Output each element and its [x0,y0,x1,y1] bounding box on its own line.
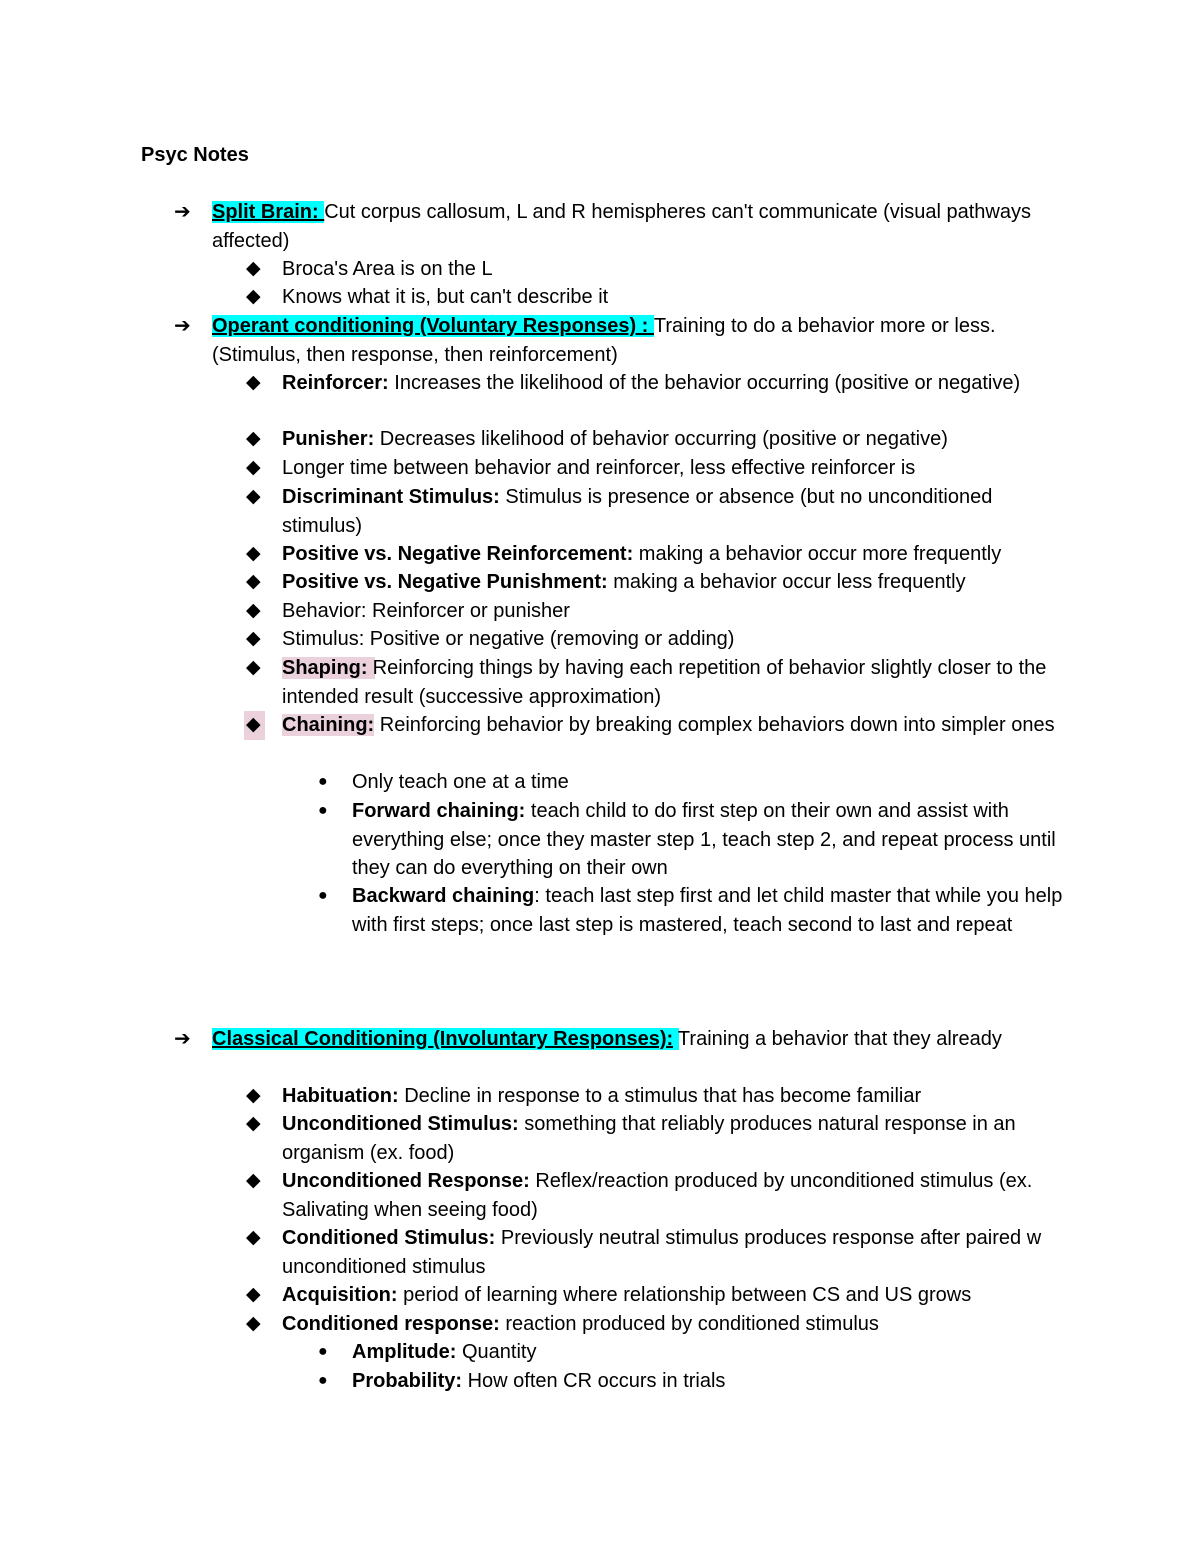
item-term: Backward chaining [352,885,535,907]
dot-bullet-icon: ● [318,1372,328,1389]
item-text: making a behavior occur more frequently [633,543,1002,565]
list-item [246,1110,1072,1167]
diamond-bullet-icon: ◆ [246,457,261,478]
section-heading: Operant conditioning (Voluntary Responses) : [212,315,654,337]
list-item [246,283,1072,312]
item-text: Only teach one at a time [352,771,569,793]
item-text: something that reliably produces natural response in an organism (ex. food) [282,1113,1016,1164]
list-item [246,568,1072,597]
item-term: Discriminant Stimulus: [282,486,500,508]
section-body: Cut corpus callosum, L and R hemispheres can't communicate (visual pathways affected) [212,201,1031,252]
list-item-classical [174,1025,1072,1054]
list-item [246,483,1072,540]
diamond-bullet-icon: ◆ [246,428,261,449]
item-text: Stimulus: Positive or negative (removing or adding) [282,628,735,650]
diamond-bullet-icon: ◆ [246,657,261,678]
list-item [246,1310,1072,1339]
list-item-shaping [246,654,1072,711]
item-text: reaction produced by conditioned stimulus [499,1313,879,1335]
item-text: Longer time between behavior and reinforcer, less effective reinforcer is [282,457,916,479]
item-term: Positive vs. Negative Reinforcement: [282,543,634,565]
item-text: Reinforcing behavior by breaking complex behaviors down into simpler ones [374,714,1055,736]
item-term: Reinforcer: [282,372,389,394]
diamond-bullet-icon: ◆ [246,628,261,649]
list-item-operant [174,312,1072,369]
list-item [246,454,1072,483]
list-item [246,425,1072,454]
diamond-bullet-icon: ◆ [246,372,261,393]
section-heading: Split Brain: [212,201,325,223]
item-text: Reinforcing things by having each repetition of behavior slightly closer to the intended result (successive approximation) [282,657,1047,708]
dot-bullet-icon: ● [318,802,328,819]
list-item [246,1224,1072,1281]
diamond-bullet-icon: ◆ [244,711,265,740]
section-heading: Classical Conditioning (Involuntary Responses): [212,1028,674,1050]
diamond-bullet-icon: ◆ [246,258,261,279]
diamond-bullet-icon: ◆ [246,1227,261,1248]
item-term: Unconditioned Stimulus: [282,1113,519,1135]
list-item-chaining [246,711,1072,740]
diamond-bullet-icon: ◆ [246,543,261,564]
item-term: Forward chaining: [352,800,526,822]
list-item [318,1367,1072,1396]
dot-bullet-icon: ● [318,887,328,904]
item-text: How often CR occurs in trials [462,1370,726,1392]
list-item [318,768,1072,797]
item-term: Shaping: [282,657,368,679]
arrow-bullet-icon: ➔ [174,201,191,223]
item-term: Chaining: [282,714,375,736]
diamond-bullet-icon: ◆ [246,486,261,507]
arrow-bullet-icon: ➔ [174,315,191,337]
item-term: Acquisition: [282,1284,398,1306]
diamond-bullet-icon: ◆ [246,1170,261,1191]
item-text: Stimulus is presence or absence (but no unconditioned stimulus) [282,486,993,537]
item-term: Punisher: [282,428,375,450]
list-item-split-brain [174,198,1072,255]
item-text: Reflex/reaction produced by unconditioned stimulus (ex. Salivating when seeing food) [282,1170,1033,1221]
list-item [246,540,1072,569]
item-term: Amplitude: [352,1341,457,1363]
list-item [246,369,1072,398]
page-title: Psyc Notes [141,144,249,166]
list-item [246,1281,1072,1310]
diamond-bullet-icon: ◆ [246,1113,261,1134]
list-item [318,797,1072,883]
list-item [246,597,1072,626]
item-term: Conditioned Stimulus: [282,1227,496,1249]
list-item [246,625,1072,654]
item-text: Previously neutral stimulus produces response after paired w unconditioned stimulus [282,1227,1042,1278]
item-text: Increases the likelihood of the behavior occurring (positive or negative) [388,372,1021,394]
diamond-bullet-icon: ◆ [246,600,261,621]
item-text: Broca's Area is on the L [282,258,493,280]
item-text: Quantity [456,1341,537,1363]
dot-bullet-icon: ● [318,773,328,790]
item-term: Habituation: [282,1085,399,1107]
item-term: Unconditioned Response: [282,1170,530,1192]
list-item [318,1338,1072,1367]
item-term: Probability: [352,1370,463,1392]
diamond-bullet-icon: ◆ [246,571,261,592]
list-item [246,255,1072,284]
section-body: Training a behavior that they already [672,1028,1002,1050]
diamond-bullet-icon: ◆ [246,1313,261,1334]
dot-bullet-icon: ● [318,1343,328,1360]
list-item [318,882,1072,939]
list-item [246,1167,1072,1224]
arrow-bullet-icon: ➔ [174,1028,191,1050]
item-text: Decline in response to a stimulus that has become familiar [398,1085,922,1107]
diamond-bullet-icon: ◆ [246,1085,261,1106]
item-term: Positive vs. Negative Punishment: [282,571,608,593]
diamond-bullet-icon: ◆ [246,1284,261,1305]
item-text: Knows what it is, but can't describe it [282,286,609,308]
item-text: teach child to do first step on their own and assist with everything else; once they master step 1, teach step 2, and repeat process until they can do everything on their own [352,800,1056,879]
item-text: Decreases likelihood of behavior occurring (positive or negative) [374,428,948,450]
list-item [246,1082,1072,1111]
item-text: Behavior: Reinforcer or punisher [282,600,570,622]
item-text: period of learning where relationship between CS and US grows [397,1284,972,1306]
item-text: making a behavior occur less frequently [607,571,966,593]
section-body: Training to do a behavior more or less. (Stimulus, then response, then reinforcement) [212,315,996,366]
item-text: : teach last step first and let child master that while you help with first steps; once last step is mastered, teach second to last and repeat [352,885,1063,936]
item-term: Conditioned response: [282,1313,500,1335]
diamond-bullet-icon: ◆ [246,286,261,307]
